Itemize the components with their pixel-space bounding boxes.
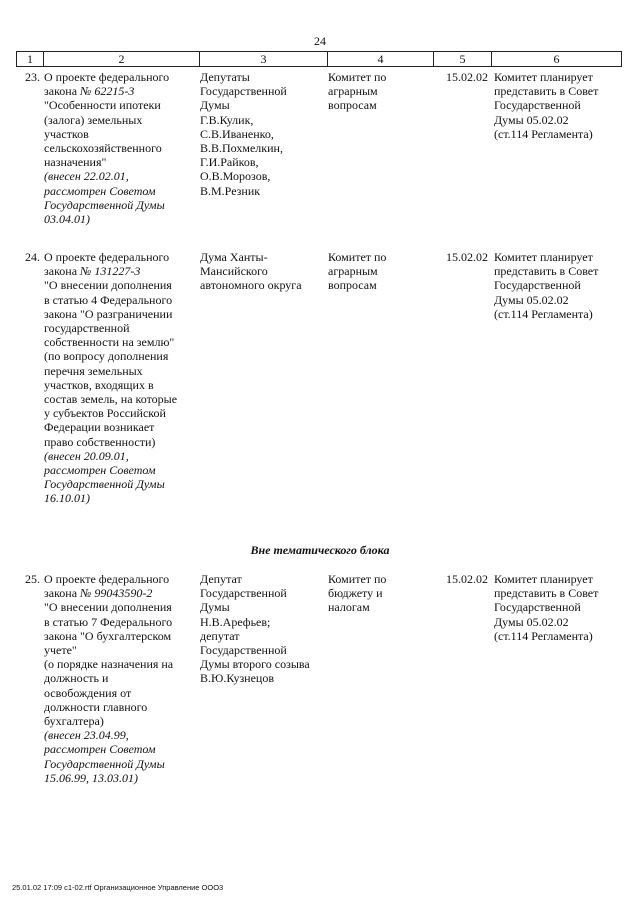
bill-note-line: состав земель, на которые xyxy=(44,392,178,407)
bill-title-line: "О внесении дополнения xyxy=(44,278,172,293)
committee xyxy=(328,70,428,113)
committee-line: аграрным xyxy=(328,84,378,99)
initiator-line: Государственной xyxy=(200,643,287,658)
committee-line: Комитет по xyxy=(328,572,387,586)
bill-note-line: (о порядке назначения на xyxy=(44,657,174,672)
column-header: 6 xyxy=(492,52,622,67)
bill-description xyxy=(44,250,194,506)
initiator-line: Думы xyxy=(200,600,230,615)
bill-title-line: закона "О разграничении xyxy=(44,306,173,321)
committee-line: аграрным xyxy=(328,264,378,279)
plan-line: Комитет планирует xyxy=(494,250,593,264)
bill-note-line: у субъектов Российской xyxy=(44,406,166,421)
bill-status-line: рассмотрен Советом xyxy=(44,742,156,757)
initiator-line: С.В.Иваненко, xyxy=(200,126,274,141)
bill-description xyxy=(44,572,194,785)
bill-status-line: рассмотрен Советом xyxy=(44,183,156,198)
bill-note-line: Федерации возникает xyxy=(44,420,155,435)
plan xyxy=(494,572,626,643)
initiator-line: Депутат xyxy=(200,572,242,586)
initiator-line: Думы xyxy=(200,98,230,113)
initiator-line: автономного округа xyxy=(200,278,302,293)
bill-status-line: 15.06.99, 13.03.01) xyxy=(44,770,138,785)
plan-line: (ст.114 Регламента) xyxy=(494,628,593,643)
initiator-line: В.М.Резник xyxy=(200,183,261,198)
column-header-row xyxy=(17,52,622,67)
bill-note-line: участков, входящих в xyxy=(44,377,154,392)
bill-title-line: в статью 7 Федерального xyxy=(44,614,173,629)
committee-line: Комитет по xyxy=(328,250,387,264)
footer-info: 25.01.02 17:09 c1-02.rtf Организационное Управление ООО3 xyxy=(12,883,224,892)
bill-status-line: Государственной Думы xyxy=(44,756,165,771)
column-header-table xyxy=(16,51,622,67)
initiator xyxy=(200,572,325,686)
bill-status-line: (внесен 22.02.01, xyxy=(44,169,129,184)
committee-line: налогам xyxy=(328,600,370,615)
initiator xyxy=(200,70,325,198)
bill-number: № 131227-3 xyxy=(80,264,141,279)
initiator-line: Г.В.Кулик, xyxy=(200,112,254,127)
bill-title-line: в статью 4 Федерального xyxy=(44,292,173,307)
bill-note-line: перечня земельных xyxy=(44,363,143,378)
plan-line: Комитет планирует xyxy=(494,70,593,84)
column-header: 1 xyxy=(17,52,44,67)
bill-intro: О проекте федерального xyxy=(44,250,170,264)
bill-note-line: должности главного xyxy=(44,699,148,714)
committee-line: Комитет по xyxy=(328,70,387,84)
initiator-line: О.В.Морозов, xyxy=(200,169,271,184)
bill-title-line: учете" xyxy=(44,643,77,658)
plan xyxy=(494,70,626,141)
bill-title-line: (залога) земельных xyxy=(44,112,143,127)
initiator-line: Г.И.Райков, xyxy=(200,155,259,170)
bill-note-line: освобождения от xyxy=(44,685,132,700)
section-title: Вне тематического блока xyxy=(250,543,390,557)
initiator-line: Государственной xyxy=(200,84,287,99)
plan-line: Государственной xyxy=(494,98,581,113)
column-header: 3 xyxy=(200,52,328,67)
bill-title-line: участков xyxy=(44,126,89,141)
bill-title-line: сельскохозяйственного xyxy=(44,141,162,156)
page-number: 24 xyxy=(314,34,326,48)
row-number: 25. xyxy=(25,572,40,586)
bill-status-line: Государственной Думы xyxy=(44,197,165,212)
bill-title-line: собственности на землю" xyxy=(44,335,175,350)
column-header: 4 xyxy=(328,52,434,67)
plan-line: Государственной xyxy=(494,600,581,615)
plan-line: представить в Совет xyxy=(494,264,599,279)
bill-number-prefix: закона xyxy=(44,264,81,279)
initiator-line: Депутаты xyxy=(200,70,250,84)
bill-status-line: 03.04.01) xyxy=(44,212,90,227)
column-header: 2 xyxy=(44,52,200,67)
plan-line: Думы 05.02.02 xyxy=(494,614,569,629)
bill-number-line xyxy=(44,84,194,98)
initiator-line: Думы второго созыва xyxy=(200,657,310,672)
plan xyxy=(494,250,626,321)
plan-line: Думы 05.02.02 xyxy=(494,112,569,127)
date: 15.02.02 xyxy=(446,70,488,84)
bill-description xyxy=(44,70,194,226)
initiator-line: Мансийского xyxy=(200,264,268,279)
bill-note-line: (по вопросу дополнения xyxy=(44,349,169,364)
plan-line: представить в Совет xyxy=(494,84,599,99)
committee xyxy=(328,572,428,615)
plan-line: Государственной xyxy=(494,278,581,293)
row-number: 23. xyxy=(25,70,40,84)
bill-status-line: рассмотрен Советом xyxy=(44,463,156,478)
committee-line: вопросам xyxy=(328,278,377,293)
bill-number-line xyxy=(44,264,194,278)
committee-line: бюджету и xyxy=(328,586,383,601)
initiator xyxy=(200,250,325,293)
plan-line: Думы 05.02.02 xyxy=(494,292,569,307)
bill-status-line: (внесен 20.09.01, xyxy=(44,448,129,463)
bill-status-line: Государственной Думы xyxy=(44,477,165,492)
bill-note-line: бухгалтера) xyxy=(44,714,104,729)
bill-number-prefix: закона xyxy=(44,84,81,99)
plan-line: Комитет планирует xyxy=(494,572,593,586)
bill-status-line: 16.10.01) xyxy=(44,491,90,506)
bill-number: № 99043590-2 xyxy=(80,586,153,601)
bill-title-line: "Особенности ипотеки xyxy=(44,98,161,113)
bill-title-line: государственной xyxy=(44,321,130,336)
plan-line: представить в Совет xyxy=(494,586,599,601)
initiator-line: Дума Ханты- xyxy=(200,250,268,264)
date: 15.02.02 xyxy=(446,572,488,586)
column-header: 5 xyxy=(434,52,492,67)
initiator-line: Н.В.Арефьев; xyxy=(200,614,271,629)
bill-intro: О проекте федерального xyxy=(44,70,170,84)
bill-status-line: (внесен 23.04.99, xyxy=(44,728,129,743)
initiator-line: депутат xyxy=(200,628,240,643)
committee-line: вопросам xyxy=(328,98,377,113)
bill-title-line: "О внесении дополнения xyxy=(44,600,172,615)
plan-line: (ст.114 Регламента) xyxy=(494,126,593,141)
bill-title-line: закона "О бухгалтерском xyxy=(44,628,172,643)
bill-number-line xyxy=(44,586,194,600)
bill-note-line: должность и xyxy=(44,671,109,686)
initiator-line: В.Ю.Кузнецов xyxy=(200,671,275,686)
bill-note-line: право собственности) xyxy=(44,434,156,449)
bill-number: № 62215-3 xyxy=(80,84,135,99)
bill-number-prefix: закона xyxy=(44,586,81,601)
initiator-line: В.В.Похмелкин, xyxy=(200,141,283,156)
date: 15.02.02 xyxy=(446,250,488,264)
row-number: 24. xyxy=(25,250,40,264)
committee xyxy=(328,250,428,293)
bill-title-line: назначения" xyxy=(44,155,107,170)
bill-intro: О проекте федерального xyxy=(44,572,170,586)
plan-line: (ст.114 Регламента) xyxy=(494,306,593,321)
initiator-line: Государственной xyxy=(200,586,287,601)
